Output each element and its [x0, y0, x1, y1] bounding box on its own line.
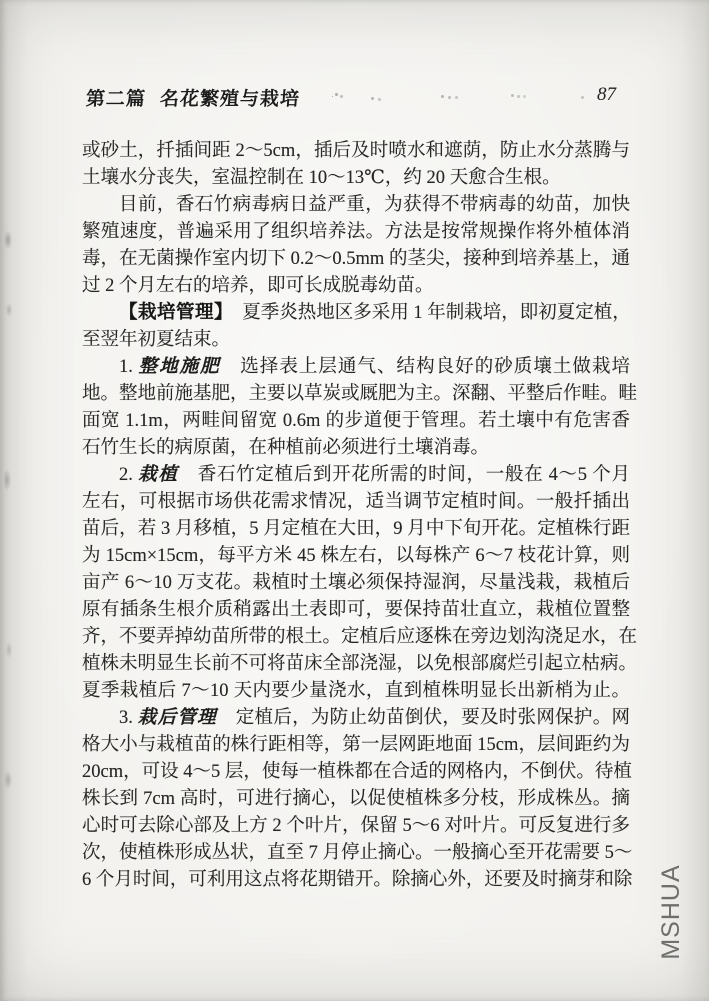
text-line [82, 435, 630, 462]
text-segment: 苗后，若 3 月移植，5 月定植在大田，9 月中下旬开花。定植株行距 [82, 519, 630, 539]
text-line [82, 759, 630, 786]
text-line [82, 327, 630, 354]
text-segment: 定植后，为防止幼苗倒伏，要及时张网保护。网 [216, 708, 630, 728]
text-segment: 亩产 6～10 万支花。栽植时土壤必须保持湿润，尽量浅栽，栽植后 [82, 573, 630, 593]
text-segment: 夏季栽植后 7～10 天内要少量浇水，直到植株明显长出新梢为止。 [82, 681, 630, 701]
text-segment: 选择表上层通气、结构良好的砂质壤土做栽培 [220, 357, 630, 377]
text-segment: 1. [119, 357, 139, 377]
text-segment: 面宽 1.1m，两畦间留宽 0.6m 的步道便于管理。若土壤中有危害香 [82, 411, 630, 431]
text-segment: 目前，香石竹病毒病日益严重，为获得不带病毒的幼苗，加快 [119, 195, 630, 215]
text-line [82, 705, 630, 732]
text-segment: 毒，在无菌操作室内切下 0.2～0.5mm 的茎尖，接种到培养基上，通 [82, 249, 630, 269]
scan-edge-smudges [4, 180, 14, 820]
text-segment: 石竹生长的病原菌，在种植前必须进行土壤消毒。 [82, 438, 490, 458]
text-segment: 3. [119, 708, 138, 728]
text-segment: 夏季炎热地区多采用 1 年制栽培，即初夏定植， [223, 303, 631, 323]
text-segment: 土壤水分丧失，室温控制在 10～13℃，约 20 天愈合生根。 [82, 168, 561, 188]
section-label: 第二篇 [85, 89, 147, 110]
body-text [82, 138, 638, 894]
text-line [82, 516, 630, 543]
text-line [82, 543, 630, 570]
scan-dot-artifacts [332, 96, 333, 97]
text-line [82, 597, 630, 624]
text-segment: 次，使植株形成丛状，直至 7 月停止摘心。一般摘心至开花需要 5～ [82, 843, 633, 863]
text-segment: 植株未明显生长前不可将苗床全部浇湿，以免根部腐烂引起立枯病。 [82, 654, 638, 674]
text-segment: 格大小与栽植苗的株行距相等，第一层网距地面 15cm，层间距约为 [82, 735, 630, 755]
text-line [82, 651, 638, 678]
text-segment: 2. [119, 465, 139, 485]
heading-segment: 栽植 [138, 465, 179, 485]
heading-segment: 整地施肥 [138, 357, 221, 377]
text-line [82, 678, 630, 705]
text-line [82, 408, 630, 435]
book-title: 名花繁殖与栽培 [159, 89, 301, 110]
text-line [82, 489, 630, 516]
heading-segment: 栽后管理 [137, 708, 217, 728]
text-line [82, 354, 630, 381]
heading-segment: 【栽培管理】 [119, 303, 224, 323]
text-segment: 为 15cm×15cm，每平方米 45 株左右，以每株产 6～7 枝花计算，则 [82, 546, 630, 566]
text-segment: 6 个月时间，可利用这点将花期错开。除摘心外，还要及时摘芽和除 [82, 870, 633, 890]
text-line [82, 138, 630, 165]
text-line [82, 840, 633, 867]
text-segment: 至翌年初夏结束。 [82, 330, 231, 350]
text-segment: 20cm，可设 4～5 层，使每一植株都在合适的网格内，不倒伏。待植 [82, 762, 632, 782]
text-segment: 齐，不要弄掉幼苗所带的根土。定植后应逐株在旁边划沟浇足水，在 [82, 627, 638, 647]
text-line [82, 246, 630, 273]
running-head [85, 84, 301, 111]
text-segment: 地。整地前施基肥，主要以草炭或厩肥为主。深翻、平整后作畦。畦 [82, 384, 638, 404]
text-segment: 或砂土，扦插间距 2～5cm，插后及时喷水和遮荫，防止水分蒸腾与 [82, 141, 630, 161]
text-segment: 心时可去除心部及上方 2 个叶片，保留 5～6 对叶片。可反复进行多 [82, 816, 630, 836]
text-line [82, 867, 633, 894]
text-segment: 香石竹定植后到开花所需的时间，一般在 4～5 个月 [178, 465, 630, 485]
text-line [82, 273, 630, 300]
text-line [82, 192, 630, 219]
text-line [82, 813, 630, 840]
text-segment: 过 2 个月左右的培养，即可长成脱毒幼苗。 [82, 276, 434, 296]
text-line [82, 219, 630, 246]
text-line [82, 786, 630, 813]
text-segment: 株长到 7cm 高时，可进行摘心，以促使植株多分枝，形成株丛。摘 [82, 789, 630, 809]
text-line [82, 381, 638, 408]
text-segment: 繁殖速度，普遍采用了组织培养法。方法是按常规操作将外植体消 [82, 222, 630, 242]
text-segment: 原有插条生根介质稍露出土表即可，要保持苗壮直立，栽植位置整 [82, 600, 630, 620]
text-line [82, 300, 630, 327]
watermark: MSHUA [657, 864, 685, 960]
page-number: 87 [597, 84, 616, 105]
text-segment: 左右，可根据市场供花需求情况，适当调节定植时间。一般扦插出 [82, 492, 630, 512]
text-line [82, 570, 630, 597]
page-header [82, 84, 630, 110]
text-line [82, 462, 630, 489]
text-line [82, 624, 638, 651]
text-line [82, 732, 630, 759]
text-line [82, 165, 630, 192]
